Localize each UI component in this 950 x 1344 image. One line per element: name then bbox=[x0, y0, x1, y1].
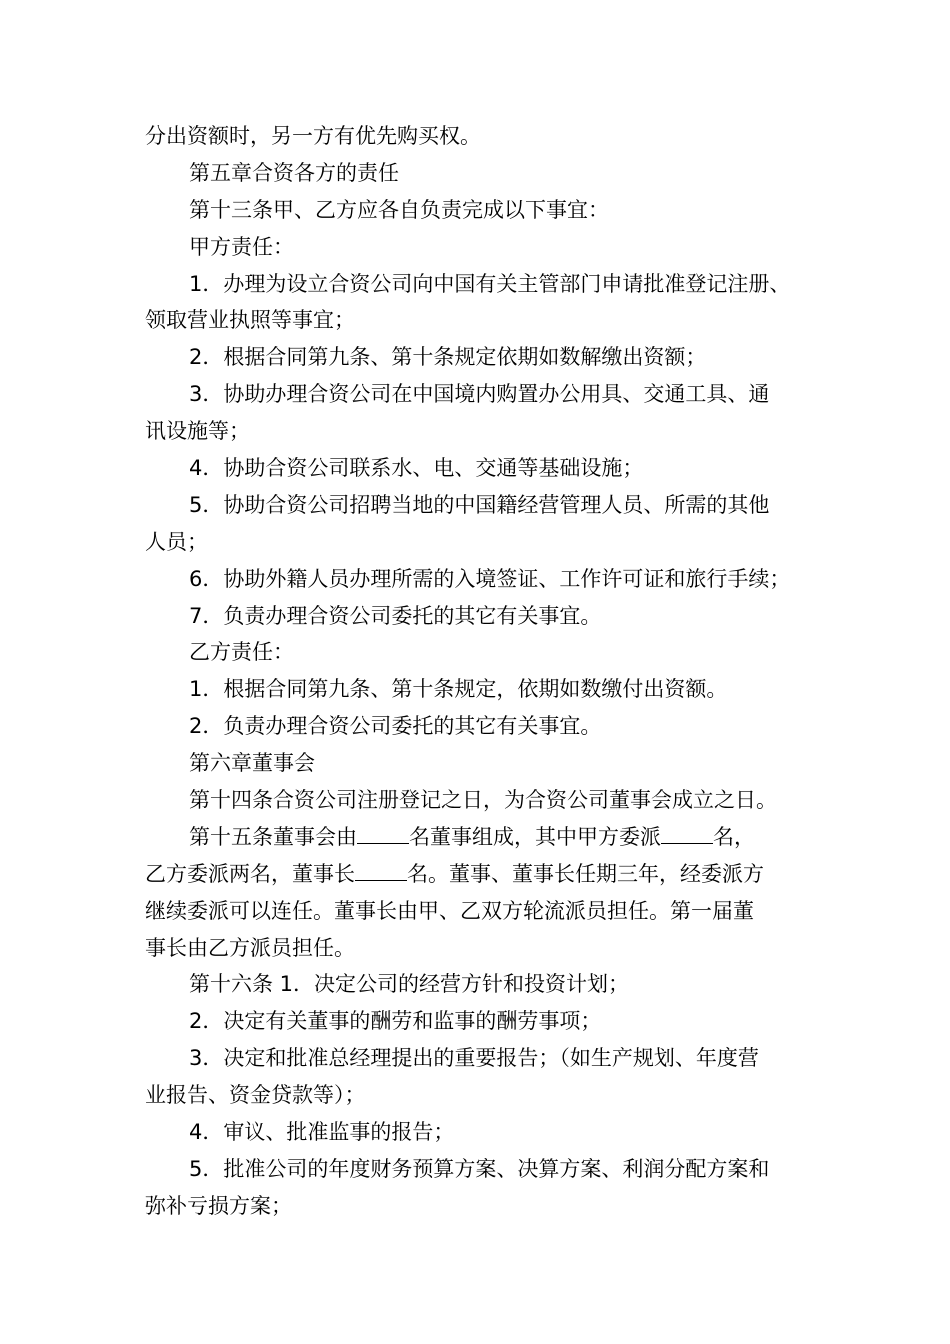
list-item: 7．负责办理合资公司委托的其它有关事宜。 bbox=[189, 603, 602, 628]
list-item-continued: 弥补亏损方案； bbox=[145, 1193, 292, 1218]
article-15-text: 乙方委派两名，董事长 bbox=[145, 861, 355, 886]
list-item: 2．根据合同第九条、第十条规定依期如数解缴出资额； bbox=[189, 345, 707, 370]
article-15-text: 名， bbox=[713, 824, 755, 849]
list-item: 3．协助办理合资公司在中国境内购置办公用具、交通工具、通 bbox=[189, 382, 770, 407]
list-item: 5．批准公司的年度财务预算方案、决算方案、利润分配方案和 bbox=[189, 1156, 770, 1181]
list-item-continued: 讯设施等； bbox=[145, 419, 250, 444]
article-15-line-3: 继续委派可以连任。董事长由甲、乙双方轮流派员担任。第一届董 bbox=[145, 898, 754, 923]
article-15-line-4: 事长由乙方派员担任。 bbox=[145, 935, 355, 960]
list-item: 2．负责办理合资公司委托的其它有关事宜。 bbox=[189, 714, 602, 739]
chapter-heading: 第六章董事会 bbox=[189, 751, 315, 776]
list-item: 6．协助外籍人员办理所需的入境签证、工作许可证和旅行手续； bbox=[189, 566, 791, 591]
list-item-continued: 领取营业执照等事宜； bbox=[145, 308, 355, 333]
fill-in-blank[interactable] bbox=[355, 862, 407, 881]
fill-in-blank[interactable] bbox=[661, 825, 713, 844]
fill-in-blank[interactable] bbox=[357, 825, 409, 844]
list-item: 3．决定和批准总经理提出的重要报告；（如生产规划、年度营 bbox=[189, 1046, 759, 1071]
article-heading: 第十六条 1．决定公司的经营方针和投资计划； bbox=[189, 972, 630, 997]
list-item: 1．办理为设立合资公司向中国有关主管部门申请批准登记注册、 bbox=[189, 271, 791, 296]
document-page bbox=[145, 118, 825, 1225]
list-item: 1．根据合同第九条、第十条规定，依期如数缴付出资额。 bbox=[189, 677, 728, 702]
paragraph-line: 分出资额时，另一方有优先购买权。 bbox=[145, 124, 481, 148]
article-15-text: 名董事组成，其中甲方委派 bbox=[409, 824, 661, 849]
party-a-heading: 甲方责任： bbox=[189, 234, 294, 259]
article-text: 第十四条合资公司注册登记之日，为合资公司董事会成立之日。 bbox=[189, 788, 777, 813]
party-b-heading: 乙方责任： bbox=[189, 640, 294, 665]
list-item: 4．协助合资公司联系水、电、交通等基础设施； bbox=[189, 456, 644, 481]
list-item-continued: 人员； bbox=[145, 529, 208, 554]
article-15-text: 第十五条董事会由 bbox=[189, 824, 357, 849]
list-item: 5．协助合资公司招聘当地的中国籍经营管理人员、所需的其他 bbox=[189, 492, 770, 517]
article-heading: 第十三条甲、乙方应各自负责完成以下事宜： bbox=[189, 197, 609, 222]
chapter-heading: 第五章合资各方的责任 bbox=[189, 160, 399, 185]
list-item: 2．决定有关董事的酬劳和监事的酬劳事项； bbox=[189, 1009, 602, 1034]
article-15-line-1 bbox=[145, 819, 825, 856]
article-15-line-2 bbox=[145, 856, 825, 893]
list-item-continued: 业报告、资金贷款等）； bbox=[145, 1083, 366, 1108]
list-item: 4．审议、批准监事的报告； bbox=[189, 1120, 455, 1145]
article-15-text: 名。董事、董事长任期三年，经委派方 bbox=[407, 861, 764, 886]
